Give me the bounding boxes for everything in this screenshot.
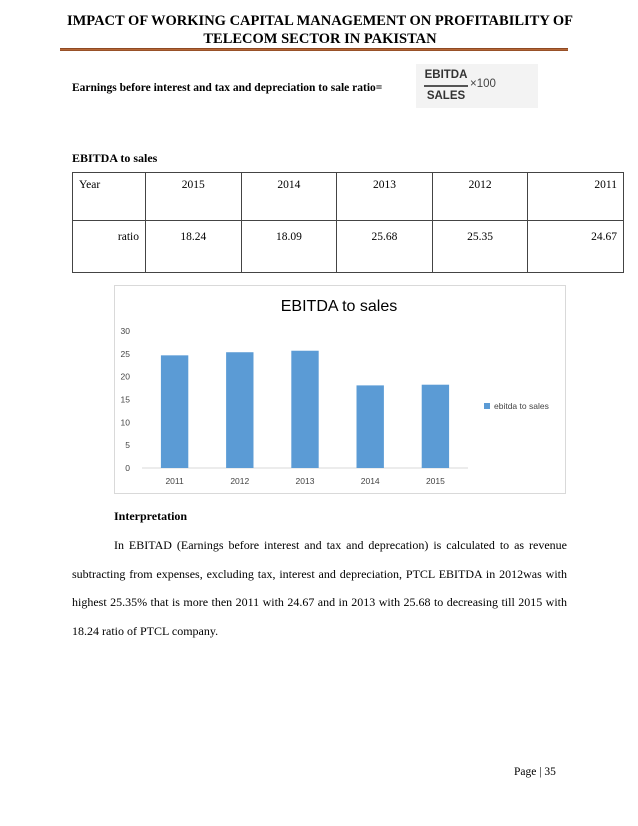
y-tick-label: 10: [120, 417, 130, 428]
y-tick-label: 5: [125, 440, 130, 451]
x-tick-label: 2012: [230, 476, 250, 486]
table-cell: 25.35: [432, 221, 528, 273]
x-tick-label: 2011: [165, 476, 184, 486]
section-title: EBITDA to sales: [72, 151, 158, 165]
legend-label: ebitda to sales: [494, 401, 549, 411]
table-cell: 2012: [432, 173, 528, 221]
formula-numerator: EBITDA: [424, 69, 468, 81]
chart-title: EBITDA to sales: [280, 298, 398, 315]
formula-multiplier: ×100: [470, 78, 496, 90]
table-cell: Year: [73, 173, 146, 221]
formula-label: Earnings before interest and tax and depreciation to sale ratio=: [72, 82, 383, 94]
table-cell: 24.67: [528, 221, 624, 273]
x-tick-label: 2013: [295, 476, 315, 486]
table-cell: 2015: [146, 173, 242, 221]
table-cell: 25.68: [337, 221, 433, 273]
interpretation-paragraph: [72, 531, 567, 645]
header-title-line2: TELECOM SECTOR IN PAKISTAN: [203, 31, 437, 47]
y-tick-label: 15: [120, 394, 130, 405]
y-tick-label: 30: [120, 326, 130, 336]
table-cell: 2014: [241, 173, 337, 221]
interpretation-title: Interpretation: [114, 509, 188, 523]
table-cell: 2011: [528, 173, 624, 221]
bar: [161, 355, 188, 468]
header-title-line1: IMPACT OF WORKING CAPITAL MANAGEMENT ON PROFITABILITY OF: [66, 13, 574, 29]
x-tick-label: 2015: [425, 476, 445, 486]
bar: [357, 385, 384, 468]
y-tick-label: 25: [120, 348, 130, 359]
table-cell: ratio: [73, 221, 146, 273]
table-cell: 18.24: [146, 221, 242, 273]
interpretation-text: In EBITAD (Earnings before interest and tax and deprecation) is calculated to as revenue subtracting from expenses, excluding tax, interest and depreciation, PTCL EBITDA in 2012was with highest 25.35% that is more then 2011 with 24.67 and in 2013 with 25.68 to decreasing till 2015 with 18.24 ratio of PTCL company.: [72, 538, 567, 638]
legend-swatch: [484, 403, 490, 409]
x-tick-label: 2014: [360, 476, 380, 486]
formula-denominator: SALES: [426, 89, 466, 102]
bar: [226, 352, 253, 468]
chart-plot: [121, 326, 549, 486]
table-cell: 18.09: [241, 221, 337, 273]
y-tick-label: 0: [125, 463, 130, 473]
y-tick-label: 20: [120, 371, 130, 382]
page-number: Page | 35: [514, 766, 556, 778]
bar: [291, 351, 318, 468]
table-cell: 2013: [337, 173, 433, 221]
bar: [422, 385, 449, 468]
